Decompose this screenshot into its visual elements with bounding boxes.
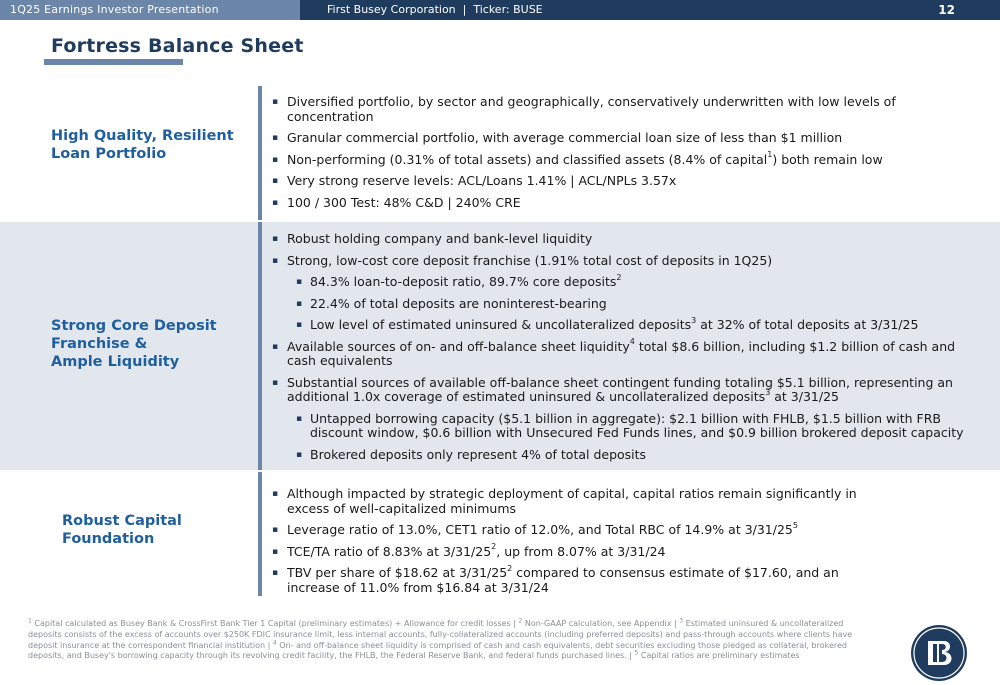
bullet-item: ▪ Non-performing (0.31% of total assets) and classified assets (8.4% of capital$^1$) both remain low — [272, 153, 972, 168]
sub-bullet-item: ▪ 84.3% loan-to-deposit ratio, 89.7% core deposits$^2$ — [272, 275, 972, 290]
bullet-item: ▪ 100 / 300 Test: 48% C&D | 240% CRE — [272, 196, 972, 211]
footnote-ref: 3 — [765, 387, 771, 397]
footnote-ref: 2 — [491, 542, 497, 552]
presentation-name: 1Q25 Earnings Investor Presentation — [0, 0, 300, 20]
bullet-item: ▪ Strong, low-cost core deposit franchise (1.91% total cost of deposits in 1Q25) — [272, 254, 972, 269]
bullet-list — [272, 232, 972, 469]
section-label: Robust Capital Foundation — [62, 513, 182, 547]
section-divider — [258, 86, 262, 220]
company-ticker: First Busey Corporation | Ticker: BUSE — [327, 3, 543, 16]
section-divider — [258, 222, 262, 470]
bullet-list — [272, 487, 872, 602]
footnote-ref: 3 — [691, 315, 697, 325]
footnote-ref: 2 — [507, 563, 513, 573]
bullet-item: ▪ Very strong reserve levels: ACL/Loans 1.41% | ACL/NPLs 3.57x — [272, 174, 972, 189]
bullet-item: ▪ Robust holding company and bank-level liquidity — [272, 232, 972, 247]
bullet-item: ▪ Granular commercial portfolio, with average commercial loan size of less than $1 million — [272, 131, 972, 146]
busey-logo-icon — [911, 625, 967, 681]
page-number: 12 — [938, 3, 955, 17]
title-underline — [44, 59, 183, 65]
section-label: Strong Core Deposit Franchise & Ample Liquidity — [51, 318, 217, 370]
footnote-ref: 2 — [616, 272, 622, 282]
sub-bullet-item: ▪ Untapped borrowing capacity ($5.1 billion in aggregate): $2.1 billion with FHLB, $1.5 billion with FRB discount window, $0.6 billion with Unsecured Fed Funds lines, and $0.9 billion brokered deposit capacity — [272, 412, 972, 441]
section-label: High Quality, Resilient Loan Portfolio — [51, 128, 234, 162]
header-bar — [0, 0, 1000, 20]
footnote-ref: 1 — [767, 150, 773, 160]
bullet-item: ▪ Available sources of on- and off-balance sheet liquidity$^4$ total $8.6 billion, including $1.2 billion of cash and cash equivalents — [272, 340, 972, 369]
footnotes: $^1$ Capital calculated as Busey Bank & CrossFirst Bank Tier 1 Capital (preliminary estimates) + Allowance for credit losses | $^2$ Non-GAAP calculation, see Appendix | $^3$ Estimated uninsured & uncollateralized deposits consists of the excess of accounts over $250K FDIC insurance limit, less internal accounts, fully-collateralized accounts (including preferred deposits) and pass-through accounts where clients have deposit insurance at the correspondent financial institution | $^4$ On- and off-balance sheet liquidity is comprised of cash and cash equivalents, debt securities excluding those pledged as collateral, brokered deposits, and Busey's borrowing capacity through its revolving credit facility, the FHLB, the Federal Reserve Bank, and federal funds purchased lines. | $^5$ Capital ratios are preliminary estimates — [28, 617, 853, 661]
section-deposit-liquidity — [0, 222, 1000, 470]
section-divider — [258, 472, 262, 596]
bullet-item: ▪ Substantial sources of available off-balance sheet contingent funding totaling $5.1 billion, representing an additional 1.0x coverage of estimated uninsured & uncollateralized deposits$^3$ at 3/31/25 — [272, 376, 972, 405]
bullet-item: ▪ Although impacted by strategic deployment of capital, capital ratios remain significantly in excess of well-capitalized minimums — [272, 487, 872, 516]
footnote-ref: 4 — [629, 337, 635, 347]
footnote-ref: 5 — [792, 520, 798, 530]
page-title: Fortress Balance Sheet — [51, 35, 304, 57]
section-loan-portfolio — [0, 86, 1000, 220]
bullet-item: ▪ Diversified portfolio, by sector and geographically, conservatively underwritten with low levels of concentration — [272, 95, 972, 124]
sub-bullet-item: ▪ 22.4% of total deposits are noninterest-bearing — [272, 297, 972, 312]
bullet-item: ▪ Leverage ratio of 13.0%, CET1 ratio of 12.0%, and Total RBC of 14.9% at $3/31/25^5$ — [272, 523, 872, 538]
sub-bullet-item: ▪ Low level of estimated uninsured & uncollateralized deposits$^3$ at 32% of total deposits at 3/31/25 — [272, 318, 972, 333]
bullet-item: ▪ TCE/TA ratio of 8.83% at $3/31/25^2$, up from 8.07% at 3/31/24 — [272, 545, 872, 560]
bullet-item: ▪ TBV per share of $18.62 at $3/31/25^2$ compared to consensus estimate of $17.60, and an increase of 11.0% from $16.84 at 3/31/24 — [272, 566, 872, 595]
section-capital-foundation — [0, 472, 1000, 596]
sub-bullet-item: ▪ Brokered deposits only represent 4% of total deposits — [272, 448, 972, 463]
bullet-list — [272, 95, 972, 217]
